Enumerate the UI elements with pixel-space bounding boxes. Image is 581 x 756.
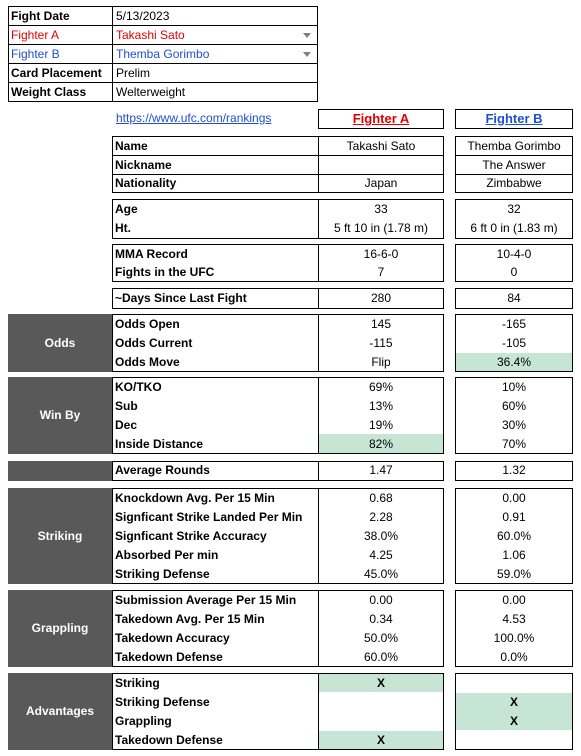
name-b: Themba Gorimbo bbox=[467, 139, 561, 153]
adv-striking-b bbox=[455, 674, 573, 693]
adv-striking-defense-label: Striking Defense bbox=[115, 695, 210, 709]
inside-distance-a: 82% bbox=[368, 437, 394, 451]
strike-accuracy-label: Signficant Strike Accuracy bbox=[115, 529, 267, 543]
takedown-defense-b: 0.0% bbox=[500, 650, 528, 664]
age-b: 32 bbox=[507, 202, 521, 216]
nickname-b: The Answer bbox=[482, 158, 546, 172]
takedown-defense-label: Takedown Defense bbox=[115, 650, 223, 664]
strike-accuracy-b: 60.0% bbox=[496, 529, 532, 543]
nickname-label: Nickname bbox=[115, 158, 172, 172]
nickname-a bbox=[318, 156, 444, 175]
average-rounds-a: 1.47 bbox=[369, 463, 393, 477]
win-by-section-label: Win By bbox=[8, 377, 112, 454]
adv-striking-defense-b: X bbox=[509, 695, 518, 709]
mma-record-b: 10-4-0 bbox=[496, 247, 532, 261]
days-a: 280 bbox=[370, 291, 392, 305]
card-placement-value[interactable]: Prelim bbox=[116, 66, 151, 80]
dropdown-arrow-icon[interactable] bbox=[303, 52, 311, 57]
striking-defense-label: Striking Defense bbox=[115, 567, 210, 581]
knockdown-a: 0.68 bbox=[369, 491, 393, 505]
strikes-landed-b: 0.91 bbox=[502, 510, 526, 524]
odds-move-label: Odds Move bbox=[115, 355, 180, 369]
rankings-link[interactable]: https://www.ufc.com/rankings bbox=[116, 111, 272, 125]
odds-move-a: Flip bbox=[371, 355, 391, 369]
ufc-fights-b: 0 bbox=[510, 265, 518, 279]
takedown-accuracy-label: Takedown Accuracy bbox=[115, 631, 230, 645]
weight-class-label: Weight Class bbox=[11, 85, 87, 99]
striking-defense-a: 45.0% bbox=[363, 567, 399, 581]
odds-open-label: Odds Open bbox=[115, 317, 180, 331]
fighter-b-label: Fighter B bbox=[11, 47, 60, 61]
dec-label: Dec bbox=[115, 418, 138, 432]
fighter-a-column-title-text: Fighter A bbox=[352, 111, 410, 126]
name-label: Name bbox=[115, 139, 148, 153]
absorbed-label: Absorbed Per min bbox=[115, 548, 219, 562]
adv-grappling-label: Grappling bbox=[115, 714, 172, 728]
advantages-section-label: Advantages bbox=[8, 673, 112, 750]
fight-date-label: Fight Date bbox=[11, 9, 70, 23]
ufc-fights-a: 7 bbox=[377, 265, 385, 279]
absorbed-b: 1.06 bbox=[502, 548, 526, 562]
fighter-b-select[interactable]: Themba Gorimbo bbox=[116, 47, 210, 61]
ko-tko-label: KO/TKO bbox=[115, 380, 162, 394]
knockdown-b: 0.00 bbox=[502, 491, 526, 505]
days-b: 84 bbox=[507, 291, 521, 305]
takedown-avg-b: 4.53 bbox=[502, 612, 526, 626]
name-a: Takashi Sato bbox=[346, 139, 416, 153]
nationality-a: Japan bbox=[364, 176, 398, 190]
ko-tko-a: 69% bbox=[368, 380, 394, 394]
nationality-label: Nationality bbox=[115, 176, 177, 190]
ufc-fights-label: Fights in the UFC bbox=[115, 265, 215, 279]
odds-current-b: -105 bbox=[501, 336, 527, 350]
adv-takedown-defense-a: X bbox=[376, 733, 385, 747]
inside-distance-b: 70% bbox=[501, 437, 527, 451]
adv-striking-a: X bbox=[376, 676, 385, 690]
height-b: 6 ft 0 in (1.83 m) bbox=[470, 221, 558, 235]
takedown-accuracy-a: 50.0% bbox=[363, 631, 399, 645]
odds-current-label: Odds Current bbox=[115, 336, 193, 350]
average-rounds-b: 1.32 bbox=[502, 463, 526, 477]
mma-record-label: MMA Record bbox=[115, 247, 188, 261]
dec-b: 30% bbox=[501, 418, 527, 432]
fighter-a-label: Fighter A bbox=[11, 28, 60, 42]
height-a: 5 ft 10 in (1.78 m) bbox=[333, 221, 429, 235]
strike-accuracy-a: 38.0% bbox=[363, 529, 399, 543]
sub-b: 60% bbox=[501, 399, 527, 413]
card-placement-label: Card Placement bbox=[11, 66, 102, 80]
grappling-section-label: Grappling bbox=[8, 590, 112, 667]
adv-takedown-defense-b bbox=[455, 731, 573, 750]
takedown-avg-label: Takedown Avg. Per 15 Min bbox=[115, 612, 265, 626]
age-a: 33 bbox=[374, 202, 388, 216]
takedown-accuracy-b: 100.0% bbox=[493, 631, 535, 645]
fighter-b-column-title-text: Fighter B bbox=[485, 111, 543, 126]
nationality-b: Zimbabwe bbox=[486, 176, 542, 190]
fight-info-divider bbox=[112, 6, 113, 102]
mma-record-a: 16-6-0 bbox=[363, 247, 399, 261]
absorbed-a: 4.25 bbox=[369, 548, 393, 562]
takedown-defense-a: 60.0% bbox=[363, 650, 399, 664]
knockdown-label: Knockdown Avg. Per 15 Min bbox=[115, 491, 275, 505]
adv-grappling-b: X bbox=[509, 714, 518, 728]
adv-takedown-defense-label: Takedown Defense bbox=[115, 733, 223, 747]
inside-distance-label: Inside Distance bbox=[115, 437, 204, 451]
striking-defense-b: 59.0% bbox=[496, 567, 532, 581]
sub-label: Sub bbox=[115, 399, 138, 413]
dec-a: 19% bbox=[368, 418, 394, 432]
fighter-a-select[interactable]: Takashi Sato bbox=[116, 28, 185, 42]
odds-move-b: 36.4% bbox=[496, 355, 532, 369]
submission-avg-b: 0.00 bbox=[502, 593, 526, 607]
ko-tko-b: 10% bbox=[501, 380, 527, 394]
average-rounds-label: Average Rounds bbox=[115, 463, 210, 477]
adv-striking-defense-a bbox=[318, 693, 444, 712]
adv-striking-label: Striking bbox=[115, 676, 160, 690]
sub-a: 13% bbox=[368, 399, 394, 413]
days-label: ~Days Since Last Fight bbox=[115, 291, 247, 305]
rounds-section-marker bbox=[8, 461, 112, 481]
odds-section-label: Odds bbox=[8, 314, 112, 372]
weight-class-value[interactable]: Welterweight bbox=[116, 85, 186, 99]
submission-avg-label: Submission Average Per 15 Min bbox=[115, 593, 297, 607]
odds-current-a: -115 bbox=[369, 336, 393, 350]
takedown-avg-a: 0.34 bbox=[369, 612, 393, 626]
striking-section-label: Striking bbox=[8, 488, 112, 584]
height-label: Ht. bbox=[115, 221, 131, 235]
strikes-landed-label: Signficant Strike Landed Per Min bbox=[115, 510, 303, 524]
age-label: Age bbox=[115, 202, 138, 216]
submission-avg-a: 0.00 bbox=[369, 593, 393, 607]
dropdown-arrow-icon[interactable] bbox=[303, 33, 311, 38]
odds-open-a: 145 bbox=[370, 317, 392, 331]
strikes-landed-a: 2.28 bbox=[369, 510, 393, 524]
adv-grappling-a bbox=[318, 712, 444, 731]
odds-open-b: -165 bbox=[501, 317, 527, 331]
fight-date-value[interactable]: 5/13/2023 bbox=[116, 9, 170, 23]
